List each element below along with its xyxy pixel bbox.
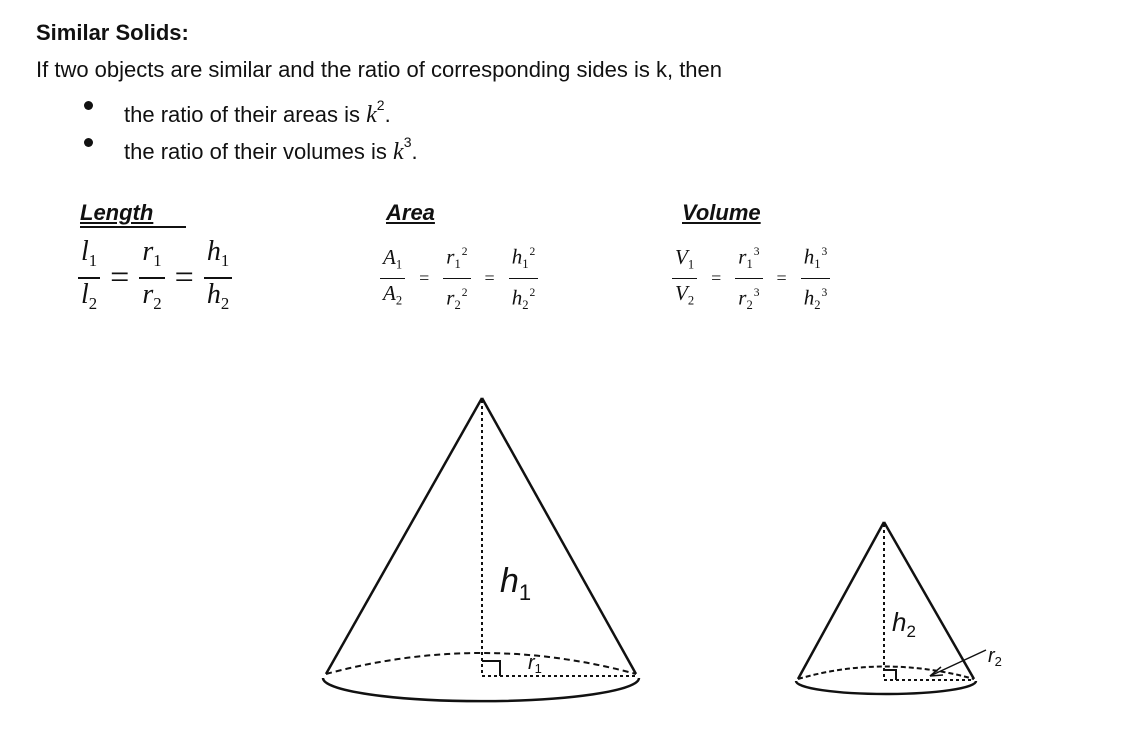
denominator: h <box>206 278 221 310</box>
intro-text: If two objects are similar and the ratio of corresponding sides is k, then <box>36 57 723 82</box>
numerator: r <box>142 236 154 267</box>
subscript: 2 <box>522 298 529 313</box>
right-angle-icon <box>884 670 896 680</box>
exponent: 2 <box>529 246 536 258</box>
subscript: 1 <box>746 257 753 272</box>
radius-pointer-line <box>930 650 986 676</box>
radius-variable: r <box>528 652 535 674</box>
subscript: 1 <box>522 257 529 272</box>
right-angle-icon <box>482 661 500 676</box>
denominator: r <box>738 285 747 310</box>
exponent: 3 <box>753 287 760 300</box>
subscript: 1 <box>814 257 821 272</box>
large-height-label <box>500 562 531 605</box>
subscript: 2 <box>395 293 403 308</box>
small-height-label <box>892 607 916 641</box>
subscript: 1 <box>454 257 461 272</box>
cone-base-front <box>323 678 639 701</box>
denominator: A <box>383 281 396 306</box>
subscript: 1 <box>687 257 695 272</box>
numerator: r <box>738 244 747 269</box>
bullet-text: the ratio of their areas is <box>124 102 361 127</box>
denominator: l <box>81 278 89 310</box>
subscript: 2 <box>454 298 461 313</box>
subscript: 1 <box>220 250 230 270</box>
subscript: 1 <box>395 257 403 272</box>
numerator: h <box>511 244 523 269</box>
bullet-text: the ratio of their volumes is <box>124 139 387 164</box>
radius-subscript: 2 <box>994 654 1002 669</box>
denominator: r <box>142 278 154 310</box>
numerator: A <box>383 244 396 269</box>
small-radius-label <box>988 645 1002 669</box>
radius-variable: r <box>988 645 995 667</box>
denominator: r <box>446 285 455 310</box>
denominator: h <box>803 285 815 310</box>
k-variable: k <box>393 139 404 165</box>
equals-sign: = <box>484 268 495 289</box>
small-cone <box>796 522 986 694</box>
numerator: l <box>81 236 89 267</box>
cone-right-edge <box>884 522 974 679</box>
exponent: 2 <box>461 287 468 300</box>
denominator: h <box>511 285 523 310</box>
exponent: 3 <box>821 246 828 258</box>
subscript: 1 <box>88 250 98 270</box>
numerator: V <box>675 244 688 269</box>
subscript: 2 <box>220 293 230 313</box>
numerator: h <box>803 244 815 269</box>
equals-sign: = <box>419 268 430 289</box>
equals-sign: = <box>776 268 787 289</box>
large-cone <box>323 398 639 701</box>
exponent: 2 <box>376 97 385 113</box>
equals-sign: = <box>174 258 194 296</box>
exponent: 2 <box>461 246 468 258</box>
height-variable: h <box>500 562 519 600</box>
subscript: 1 <box>153 250 162 270</box>
numerator: h <box>206 236 221 267</box>
cone-left-edge <box>326 398 482 674</box>
subscript: 2 <box>687 293 695 308</box>
cone-base-front <box>796 681 976 694</box>
exponent: 3 <box>821 287 828 300</box>
subscript: 2 <box>153 293 162 313</box>
denominator: V <box>675 281 688 306</box>
period: . <box>411 139 418 164</box>
volume-heading: Volume <box>682 200 761 225</box>
equals-sign: = <box>110 258 130 296</box>
height-subscript: 1 <box>518 580 532 605</box>
area-heading: Area <box>386 200 435 225</box>
subscript: 2 <box>746 298 753 313</box>
length-heading: Length <box>80 200 186 226</box>
height-variable: h <box>892 607 907 637</box>
radius-subscript: 1 <box>534 661 542 676</box>
subscript: 2 <box>88 293 98 313</box>
exponent: 3 <box>753 246 760 258</box>
exponent: 3 <box>403 134 412 150</box>
section-title: Similar Solids: <box>36 20 189 45</box>
subscript: 2 <box>814 298 821 313</box>
equals-sign: = <box>711 268 722 289</box>
exponent: 2 <box>529 287 536 300</box>
period: . <box>384 102 391 127</box>
cone-right-edge <box>482 398 636 674</box>
height-subscript: 2 <box>906 622 916 641</box>
cone-left-edge <box>798 522 884 679</box>
numerator: r <box>446 244 455 269</box>
k-variable: k <box>366 102 377 128</box>
